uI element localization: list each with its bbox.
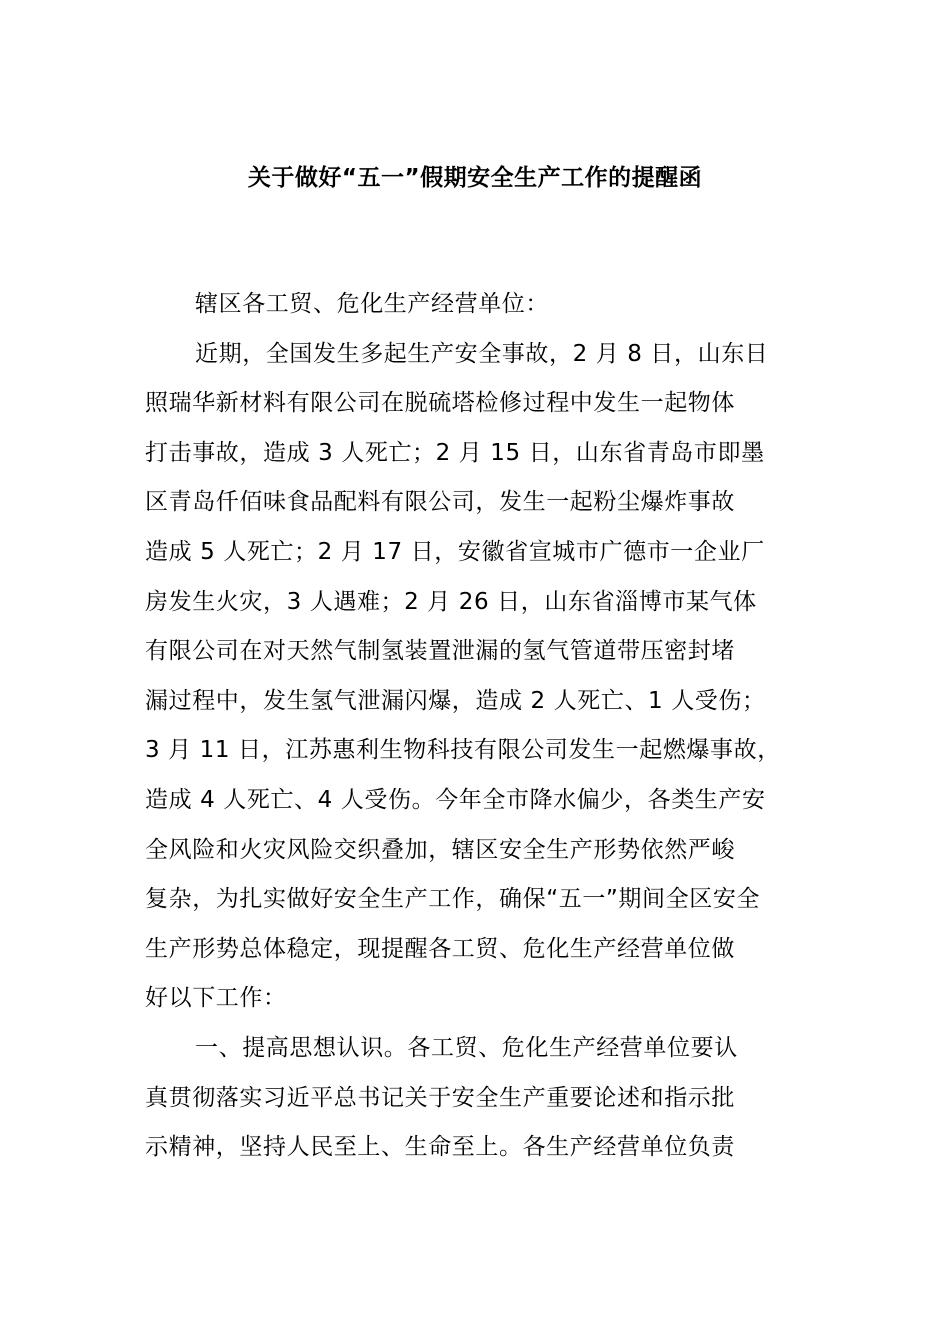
paragraph-line: 3 月 11 日，江苏惠利生物科技有限公司发生一起燃爆事故，: [145, 737, 781, 764]
paragraph-line: 造成 4 人死亡、4 人受伤。今年全市降水偏少，各类生产安: [145, 786, 766, 813]
paragraph-line: 全风险和火灾风险交织叠加，辖区安全生产形势依然严峻: [145, 836, 735, 863]
paragraph-line: 好以下工作：: [145, 985, 287, 1012]
paragraph-line: 复杂，为扎实做好安全生产工作，确保“五一”期间全区安全: [145, 886, 761, 913]
paragraph-line: 有限公司在对天然气制氢装置泄漏的氢气管道带压密封堵: [145, 638, 735, 665]
paragraph-line: 造成 5 人死亡；2 月 17 日，安徽省宣城市广德市一企业厂: [145, 538, 765, 565]
paragraph-line: 生产形势总体稳定，现提醒各工贸、危化生产经营单位做: [145, 935, 735, 962]
paragraph-line: 区青岛仟佰味食品配料有限公司，发生一起粉尘爆炸事故: [145, 489, 735, 516]
paragraph-line: 房发生火灾，3 人遇难；2 月 26 日，山东省淄博市某气体: [145, 588, 757, 615]
salutation-line: 辖区各工贸、危化生产经营单位：: [195, 291, 549, 317]
paragraph-line: 一、提高思想认识。各工贸、危化生产经营单位要认: [195, 1034, 738, 1061]
paragraph-line: 照瑞华新材料有限公司在脱硫塔检修过程中发生一起物体: [145, 390, 735, 417]
document-title: 关于做好“五一”假期安全生产工作的提醒函: [247, 165, 703, 191]
paragraph-line: 示精神，坚持人民至上、生命至上。各生产经营单位负责: [145, 1134, 735, 1161]
paragraph-line: 近期，全国发生多起生产安全事故，2 月 8 日，山东日: [195, 340, 769, 367]
paragraph-line: 打击事故，造成 3 人死亡；2 月 15 日，山东省青岛市即墨: [145, 439, 765, 466]
document-body: [145, 280, 825, 1173]
paragraph-line: 真贯彻落实习近平总书记关于安全生产重要论述和指示批: [145, 1084, 735, 1111]
paragraph-line: 漏过程中，发生氢气泄漏闪爆，造成 2 人死亡、1 人受伤；: [145, 687, 766, 714]
